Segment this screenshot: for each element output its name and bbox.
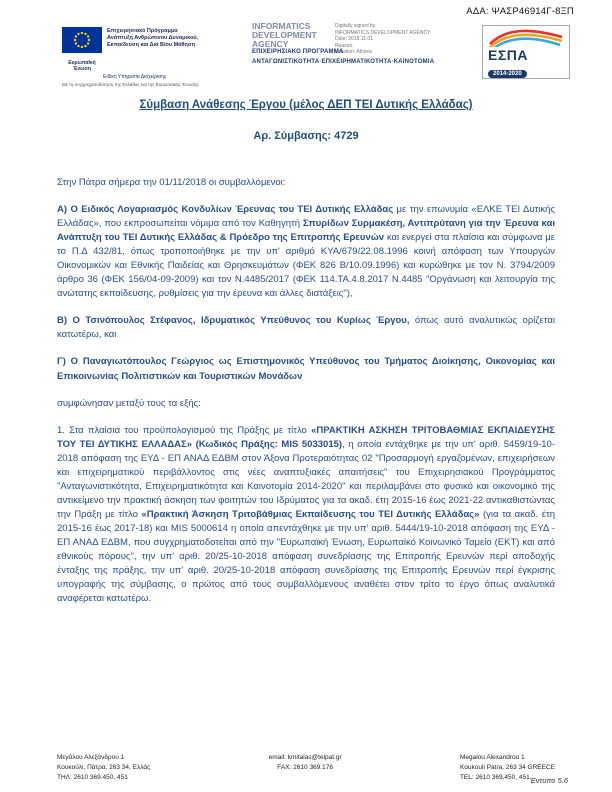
text-line: Megalou Alexandrou 1	[459, 754, 525, 761]
paragraph-run: Στην Πάτρα σήμερα την 01/11/2018 οι συμβαλλόμενοι:	[57, 177, 286, 188]
espa-years-badge: 2014-2020	[488, 70, 527, 78]
paragraph-run: και ενεργεί στα πλαίσια και σύμφωνα με το Π.Δ 432/81, όπως τροποποιήθηκε με την υπ' αριθμό ΚΥΑ/679/22.08.1996 κοινή απόφαση των Υπουργών Οικονομικών και Εθνικής Παιδείας και Θρησκευμάτων (ΦΕΚ 826 Β/10.09.1996) και κυρώθηκε με τον Ν. 3794/2009 άρθρο 36 (ΦΕΚ 156/04-09-2009) και τον Ν.4485/2017 (ΦΕΚ 114.ΤΑ.4.8.2017 Ν.4485 "Οργάνωση και λειτουργία της ανώτατης εκπαίδευσης, ρυθμίσεις για την έρευνα και άλλες διατάξεις"),	[57, 232, 555, 300]
paragraph-run: 1. Στα πλαίσια του προϋπολογισμού της Πράξης με τίτλο	[57, 424, 312, 436]
paragraph-run-bold: Σπυρίδων Συρμακέση, Αντιπρύτανη για την Έρευνα και Ανάπτυξη του ΤΕΙ Δυτικής Ελλάδας & Πρόεδρο της Επιτροπής Ερευνών	[57, 218, 555, 244]
paragraph-run-bold: Β) Ο Τσινόπουλος Στέφανος, Ιδρυματικός Υπεύθυνος του Κυρίως Έργου,	[57, 315, 410, 327]
text-line: TEL: 2610 369.450, 451	[459, 773, 530, 781]
paragraph-run-bold: «ΠΡΑΚΤΙΚΗ ΑΣΚΗΣΗ ΤΡΙΤΟΒΑΘΜΙΑΣ ΕΚΠΑΙΔΕΥΣΗΣ ΤΟΥ ΤΕΙ ΔΥΤΙΚΗΣ ΕΛΛΑΔΑΣ» (Κωδικός Πράξης: MIS 5033015)	[57, 424, 555, 450]
text-line: DEVELOPMENT	[252, 29, 317, 40]
paragraph-run: συμφώνησαν μεταξύ τους τα εξής:	[57, 397, 201, 409]
text-line: Μεγάλου Αλεξάνδρου 1	[57, 754, 125, 761]
text-line: Date: 2018.11.01	[335, 36, 373, 42]
text-line: Εκπαίδευση και Διά Βίου Μάθηση	[107, 41, 196, 48]
text-line: INFORMATICS DEVELOPMENT AGENCY	[335, 29, 431, 36]
text-line: Digitally signed by	[335, 23, 376, 29]
cofunding-note: Με τη συγχρηματοδότηση της Ελλάδας και της Ευρωπαϊκής Ένωσης	[62, 82, 199, 87]
page-title: Σύμβαση Ανάθεσης Έργου (μέλος ΔΕΠ ΤΕΙ Δυτικής Ελλάδας)	[139, 99, 473, 111]
paragraph-run: (για τα ακαδ. έτη 2015-16 έως 2017-18) και MIS 5000614 η οποία απεντάχθηκε με την υπ' αριθ. 5444/19-10-2018 απόφαση της ΕΥΔ - ΕΠ ΑΝΑΔ ΕΔΒΜ, που συγχρηματοδοτείται από την "Ευρωπαϊκή Ένωση, Ευρωπαϊκό Κοινωνικό Ταμείο (ΕΚΤ) και από εθνικούς πόρους", την υπ' αριθ. 20/25-10-2018 απόφαση συνεδρίασης της Επιτροπής Ερευνών περί αποδοχής ένταξης της πράξης, την υπ' αριθ. 20/25-10-2018 απόφαση συνεδρίασης της Επιτροπής Ερευνών περί έγκρισης υπογραφής της σύμβασης, ο πρώτος από τους συμβαλλόμενους αναθέτει στον τρίτο το έργο όπως αναλυτικά αναφέρεται κατωτέρω.	[57, 508, 555, 605]
espa-wordmark: ΕΣΠΑ	[488, 47, 528, 63]
paragraph-run: όπως αυτό αναλυτικώς ορίζεται κατωτέρω, και	[57, 315, 556, 341]
text-line: Ανάπτυξη Ανθρώπινου Δυναμικού,	[107, 34, 199, 41]
operational-programme-lines	[252, 47, 457, 67]
paragraph	[57, 424, 555, 607]
text-line: Κουκούλι, Πάτρα, 263 34, Ελλάς	[57, 763, 151, 771]
contract-number: Αρ. Σύμβασης: 4729	[253, 130, 359, 142]
paragraph	[57, 176, 555, 190]
paragraph-run-bold: Α) Ο Ειδικός Λογαριασμός Κονδυλίων Έρευνας του ΤΕΙ Δυτικής Ελλάδας	[57, 204, 394, 216]
text-line: FAX: 2610 369.176	[277, 763, 333, 771]
paragraph-run-bold: «Πρακτική Άσκηση Τριτοβάθμιας Εκπαίδευσης του ΤΕΙ Δυτικής Ελλάδας»	[141, 508, 480, 520]
paragraph	[57, 355, 555, 383]
text-line: Επιχειρησιακό Πρόγραμμα	[107, 28, 178, 34]
paragraph-run-bold: Γ) Ο Παναγιωτόπουλος Γεώργιος ως Επιστημονικός Υπεύθυνος του Τμήματος Διοίκησης, Οικονομίας και Επικοινωνίας Πολιτιστικών και Τουριστικών Μονάδων	[57, 356, 555, 382]
eu-cofunding-logo	[62, 27, 242, 87]
paragraph	[57, 203, 555, 301]
eu-flag-caption: Ευρωπαϊκή Ένωση	[68, 60, 96, 72]
espa-logo	[482, 25, 570, 79]
text-line: email: kmitalas@teipat.gr	[268, 754, 342, 761]
footer-address-gr	[57, 753, 150, 782]
form-number: Έντυπο 5.6	[529, 776, 568, 785]
paragraph-run: , η οποία εντάχθηκε με την υπ' αριθ. 5459/19-10-2018 απόφαση της ΕΥΔ - ΕΠ ΑΝΑΔ ΕΔΒΜ στον Άξονα Προτεραιότητας 02 "Προσαρμογή εργαζομένων, επιχειρήσεων και επιχειρηματικού περιβάλλοντος στις νέες αναπτυξιακές απαιτήσεις" του Επιχειρησιακού Προγράμματος "Ανταγωνιστικότητα, Επιχειρηματικότητα και Καινοτομία 2014-2020" και περιλαμβάνει στο φυσικό και οικονομικό της αντικείμενο την πρακτική άσκηση των φοιτητών του Ιδρύματος για τα ακαδ. έτη 2015-16 έως 2021-22 αντικαθιστώντας την Πράξη με τίτλο	[57, 438, 555, 520]
text-line: Reason:	[335, 42, 354, 49]
footer-contact	[269, 753, 342, 782]
managing-authority-label: Ειδική Υπηρεσία Διαχείρισης	[103, 74, 167, 80]
text-line: AGENCY	[252, 38, 289, 49]
text-line: ΕΠΙΧΕΙΡΗΣΙΑΚΟ ΠΡΟΓΡΑΜΜΑ	[252, 49, 344, 55]
footer	[57, 753, 555, 782]
text-line: INFORMATICS	[252, 21, 311, 31]
text-line: ΤΗΛ: 2610 369.450, 451	[57, 773, 128, 781]
left-logo-program-lines	[107, 27, 198, 58]
eu-flag-icon	[62, 27, 102, 58]
paragraph	[57, 397, 555, 411]
paragraph-run: με την επωνυμία «ΕΛΚΕ ΤΕΙ Δυτικής Ελλάδας», που εκπροσωπείται νόμιμα από τον Καθηγητή	[57, 204, 555, 230]
paragraph	[57, 314, 555, 342]
document-body	[57, 176, 555, 619]
text-line: Koukouli Patra, 263 34 GREECE	[459, 763, 555, 771]
text-line: ΑΝΤΑΓΩΝΙΣΤΙΚΟΤΗΤΑ·ΕΠΙΧΕΙΡΗΜΑΤΙΚΟΤΗΤΑ·ΚΑΙΝΟΤΟΜΙΑ	[252, 59, 435, 66]
text-line: Location: Athens	[335, 49, 372, 55]
ada-number: ΑΔΑ: ΨΑΣΡ46914Γ-8ΞΠ	[466, 6, 574, 17]
